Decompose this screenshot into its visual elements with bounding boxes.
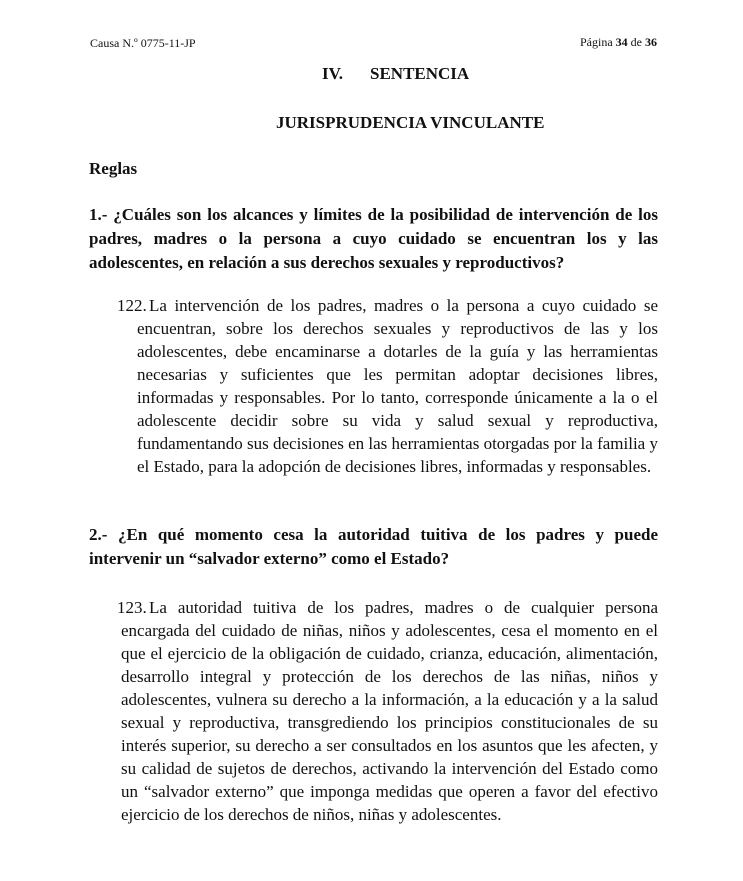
- section-title: SENTENCIA: [370, 64, 470, 83]
- section-number: IV.: [322, 64, 343, 83]
- paragraph-text: La intervención de los padres, madres o la persona a cuyo cuidado se encuentran, sobre los derechos sexuales y reproductivos de las y los adolescentes, debe encaminarse a dotarles de la guía y las herramientas necesarias y suficientes que les permitan adoptar decisiones libres, informadas y responsables. Por lo tanto, corresponde únicamente a la o el adolescente decidir sobre su vida y salud sexual y reproductiva, fundamentando sus decisiones en las herramientas otorgadas por la familia y el Estado, para la adopción de decisiones libres, informadas y responsables.: [137, 296, 658, 476]
- page-current: 34: [615, 35, 628, 49]
- question-2: 2.- ¿En qué momento cesa la autoridad tuitiva de los padres y puede intervenir un “salvador externo” como el Estado?: [89, 525, 658, 568]
- paragraph-123: [117, 596, 658, 826]
- page-indicator: [580, 35, 657, 50]
- question-1: 1.- ¿Cuáles son los alcances y límites de la posibilidad de intervención de los padres, madres o la persona a cuyo cuidado se encuentran los y las adolescentes, en relación a sus derechos sexuales y reproductivos?: [89, 205, 658, 272]
- paragraph-number: 122.: [117, 296, 147, 315]
- paragraph-text: La autoridad tuitiva de los padres, madres o de cualquier persona encargada del cuidado de niñas, niños y adolescentes, cesa el momento en el que el ejercicio de la obligación de cuidado, crianza, educación, alimentación, desarrollo integral y protección de los derechos de las niñas, niños y adolescentes, vulnera su derecho a la información, a la educación y a la salud sexual y reproductiva, transgrediendo los principios constitucionales de su interés superior, su derecho a ser consultados en los asuntos que les afecten, y su calidad de sujetos de derechos, activando la intervención del Estado como un “salvador externo” que imponga medidas que operen a favor del efectivo ejercicio de los derechos de niños, niñas y adolescentes.: [121, 598, 658, 824]
- paragraph-122: [117, 294, 658, 478]
- rules-heading: Reglas: [89, 159, 138, 178]
- page-separator: de: [630, 35, 642, 49]
- page-label: Página: [580, 35, 613, 49]
- page-total: 36: [645, 35, 657, 49]
- paragraph-number: 123.: [117, 598, 147, 617]
- case-number: Causa N.º 0775-11-JP: [90, 36, 196, 50]
- subsection-title: JURISPRUDENCIA VINCULANTE: [276, 113, 545, 132]
